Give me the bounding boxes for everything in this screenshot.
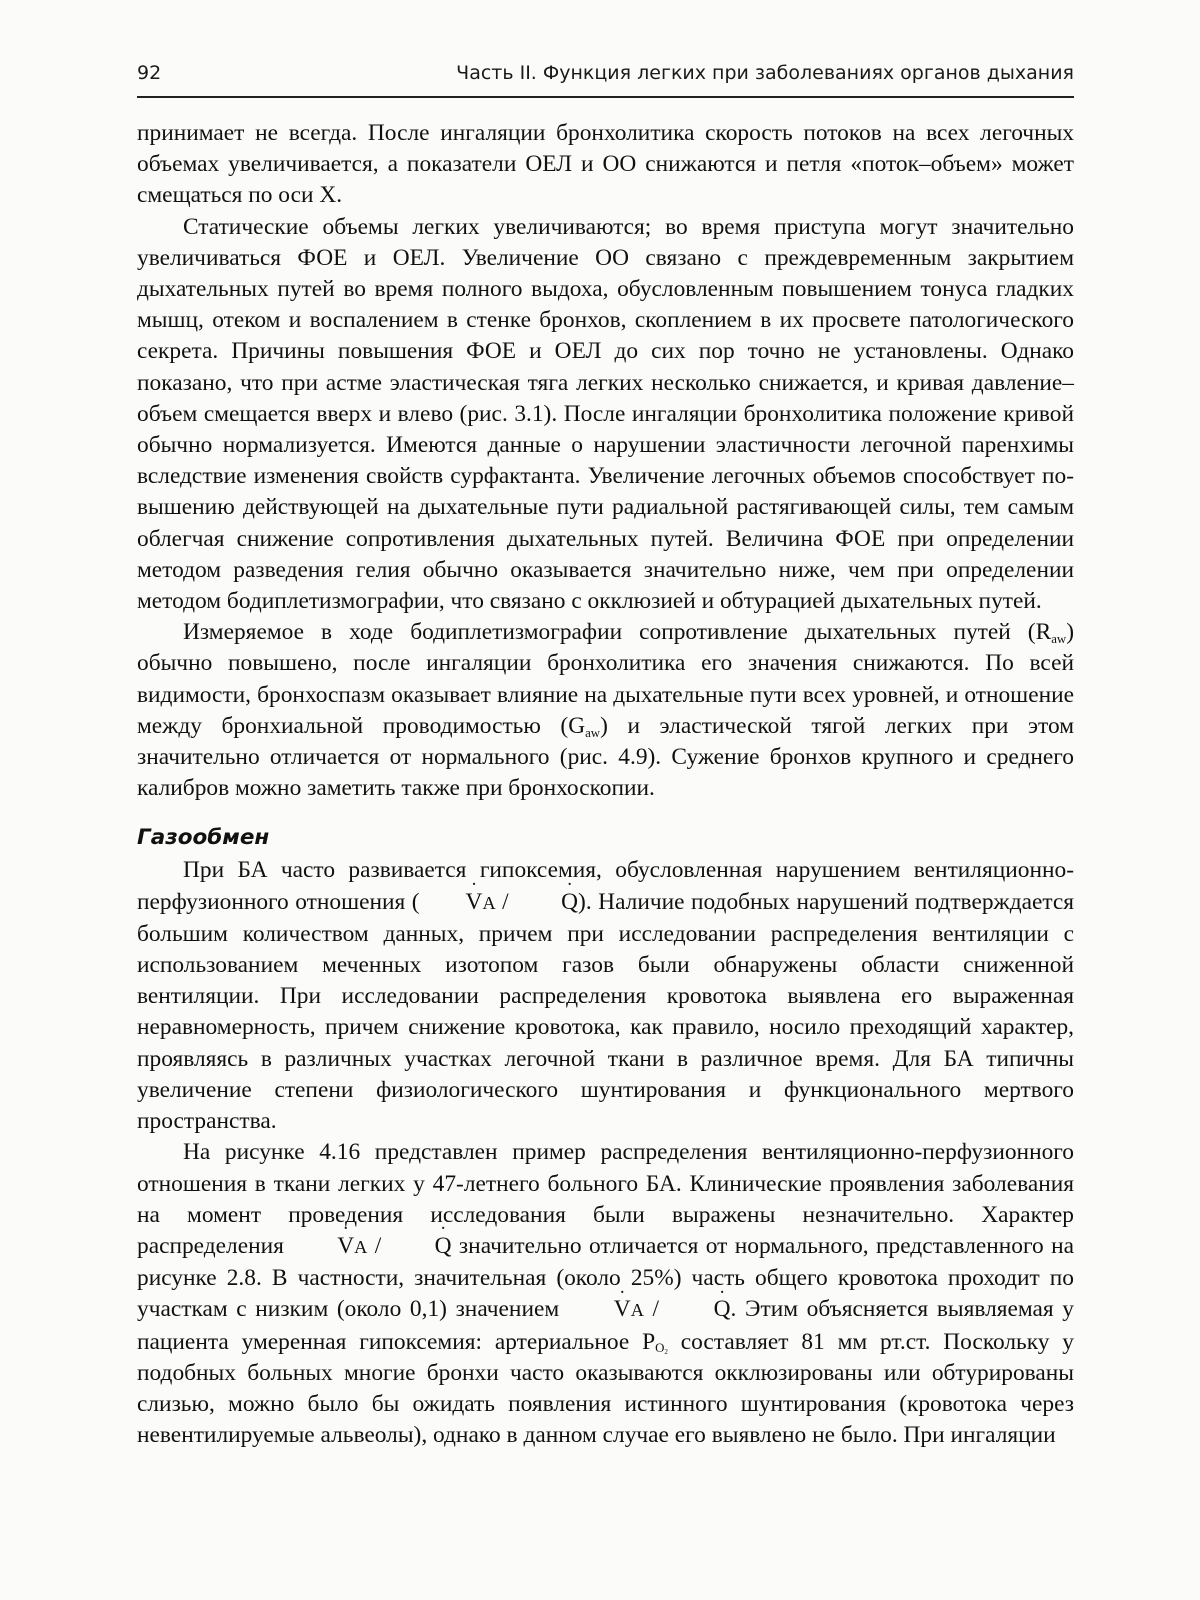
- subscript-a: A: [354, 1236, 368, 1257]
- q-dot-symbol: ˙ Q: [668, 1294, 731, 1325]
- text-run: При БА часто развивается гипоксемия, обусловленная нарушением вентиляционно-перфузионного отношения (: [137, 857, 1074, 915]
- v-dot-symbol: ˙ V: [420, 887, 483, 918]
- v-dot-symbol: ˙ V: [291, 1231, 354, 1262]
- text-run: . Этим объясняется выявляемая у пациента умеренная гипоксемия: артериальное P: [137, 1296, 1074, 1355]
- subscript: aw: [1051, 632, 1067, 647]
- body-text: [137, 118, 1074, 1451]
- subscript-a: A: [630, 1300, 644, 1321]
- slash: /: [495, 888, 516, 915]
- text-run: значительно отличается от нормального, представленного на рисунке 2.8. В частности, значительная (около 25%) часть общего кровотока проходит по участкам с низким (около 0,1) значением: [137, 1232, 1074, 1323]
- subscript-2: 2: [664, 1348, 668, 1357]
- slash: /: [367, 1232, 389, 1259]
- subscript-a: A: [482, 892, 496, 913]
- paragraph-4: [137, 855, 1074, 1137]
- subscript: aw: [585, 725, 601, 740]
- text-run: Измеряемое в ходе бодиплетизмографии сопротивление дыхательных путей (R: [183, 619, 1052, 646]
- paragraph-1: принимает не всегда. После ингаляции бронхолитика скорость потоков на всех легочных объемах увеличивается, а показатели ОЕЛ и ОО снижаются и петля «поток–объем» может смещаться по оси X.: [137, 120, 1074, 209]
- running-title: Часть II. Функция легких при заболеваниях органов дыхания: [456, 62, 1074, 84]
- text-run: ). Наличие подобных нарушений подтверждается большим количеством данных, причем при исследовании распределения вентиляции с использованием меченных изотопом газов были обнаружены области сниженной вентиляции. При исследовании распределения кровотока выявлена его выраженная неравномерность, причем снижение кровотока, как правило, носило преходящий характер, проявляясь в различных участках легочной ткани в различное время. Для БА типичны увеличение степени физиологического шунтирования и функционального мертвого пространства.: [137, 888, 1075, 1135]
- subscript-o: O: [655, 1341, 665, 1356]
- page-number: 92: [137, 62, 162, 84]
- paragraph-2: Статические объемы легких увеличиваются; во время приступа могут значительно увеличиваться ФОЕ и ОЕЛ. Увеличение ОО связано с преждевременным закрытием дыхательных путей во время полного выдоха, обусловленным повышением тонуса гладких мышц, отеком и воспалением в стенке бронхов, скоплением в их просвете патологического секрета. Причины повышения ФОЕ и ОЕЛ до сих пор точно не установлены. Однако показано, что при астме эластическая тяга легких несколько снижается, и кривая давление–объем смещается вверх и влево (рис. 3.1). После ингаляции бронхолитика положение кривой обычно нормализуется. Имеются данные о нарушении эластичности легочной паренхимы вследствие изменения свойств сурфактанта. Увеличение легочных объемов способствует повышению действующей на дыхательные пути радиальной растягивающей силы, тем самым облегчая снижение сопротивления дыхательных путей. Величина ФОЕ при определении методом разведения гелия обычно оказывается значительно ниже, чем при определении методом бодиплетизмографии, что связано с окклюзией и обтурацией дыхательных путей.: [137, 213, 1074, 615]
- slash: /: [643, 1296, 668, 1323]
- text-run: На рисунке 4.16 представлен пример распределения вентиляционно-перфузионного отношения в ткани легких у 47-летнего больного БА. Клинические проявления заболевания на момент проведения исследования были выражены незначительно. Характер распределения: [137, 1139, 1074, 1259]
- q-dot-symbol: ˙ Q: [389, 1231, 452, 1262]
- paragraph-5: [137, 1137, 1074, 1451]
- running-header: [137, 62, 1074, 98]
- text-run: составляет 81 мм рт.ст. Поскольку у подобных больных многие бронхи часто оказываются окклюзированы или обтурированы слизью, можно было бы ожидать появления истинного шунтирования (кровотока через невентилируемые альвеолы), однако в данном случае его выявлено не было. При ингаляции: [137, 1328, 1074, 1449]
- text-run: ) и эластической тягой легких при этом значительно отличается от нормального (рис. 4.9). Сужение бронхов крупного и среднего калибров можно заметить также при бронхоскопии.: [137, 712, 1074, 802]
- q-dot-symbol: ˙ Q: [515, 887, 578, 918]
- paragraph-3: [137, 617, 1074, 804]
- text-run: ) обычно повышено, после ингаляции бронхолитика его значения снижаются. По всей видимости, бронхоспазм оказывает влияние на дыхательные пути всех уровней, и отношение между бронхиальной проводимостью (G: [137, 619, 1074, 739]
- section-heading: Газообмен: [137, 825, 270, 851]
- subscript: [655, 1341, 668, 1355]
- v-dot-symbol: ˙ V: [568, 1294, 631, 1325]
